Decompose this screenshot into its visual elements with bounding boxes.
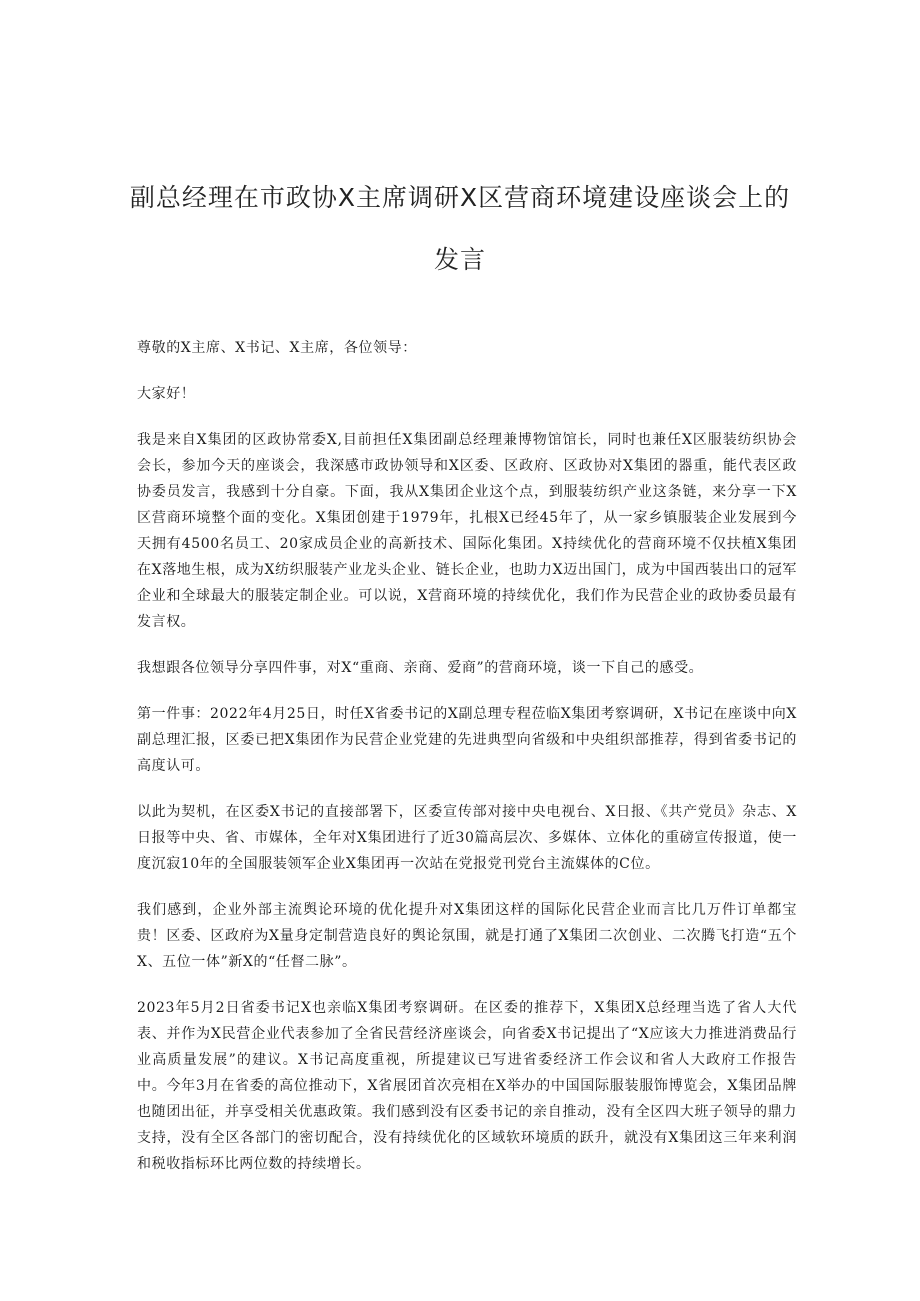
body-paragraph-second-visit: 2023年5月2日省委书记X也亲临X集团考察调研。在区委的推荐下，X集团X总经理当选了省人大代表、并作为X民营企业代表参加了全省民营经济座谈会，向省委X书记提出了“X应该大力推进消费品行业高质量发展”的建议。X书记高度重视，所提建议已写进省委经济工作会议和省人大政府工作报告中。今年3月在省委的高位推动下，X省展团首次亮相在X举办的中国国际服装服饰博览会，X集团品牌也随团出征，并享受相关优惠政策。我们感到没有区委书记的亲自推动，没有全区四大班子领导的鼎力支持，没有全区各部门的密切配合，没有持续优化的区域软环境质的跃升，就没有X集团这三年来利润和税收指标环比两位数的持续增长。 xyxy=(137,1000,797,1172)
document-title-line-2: 发言 xyxy=(433,245,486,274)
body-paragraph-media-coverage: 以此为契机，在区委X书记的直接部署下，区委宣传部对接中央电视台、X日报、《共产党员》杂志、X日报等中央、省、市媒体，全年对X集团进行了近30篇高层次、多媒体、立体化的重磅宣传报道，使一度沉寂10年的全国服装领军企业X集团再一次站在党报党刊党台主流媒体的C位。 xyxy=(137,804,797,872)
greeting: 大家好！ xyxy=(137,386,196,402)
salutation: 尊敬的X主席、X书记、X主席，各位领导： xyxy=(137,340,417,356)
body-paragraph-four-things: 我想跟各位领导分享四件事，对X“重商、亲商、爱商”的营商环境，谈一下自己的感受。 xyxy=(137,660,704,676)
body-paragraph-introduction: 我是来自X集团的区政协常委X,目前担任X集团副总经理兼博物馆馆长，同时也兼任X区服装纺织协会会长，参加今天的座谈会，我深感市政协领导和X区委、区政府、区政协对X集团的器重，能代表区政协委员发言，我感到十分自豪。下面，我从X集团企业这个点，到服装纺织产业这条链，来分享一下X区营商环境整个面的变化。X集团创建于1979年，扎根X已经45年了，从一家乡镇服装企业发展到今天拥有4500名员工、20家成员企业的高新技术、国际化集团。X持续优化的营商环境不仅扶植X集团在X落地生根，成为X纺织服装产业龙头企业、链长企业，也助力X迈出国门，成为中国西装出口的冠军企业和全球最大的服装定制企业。可以说，X营商环境的持续优化，我们作为民营企业的政协委员最有发言权。 xyxy=(137,432,797,630)
document-body xyxy=(137,335,797,1197)
document-title-line-1: 副总经理在市政协X主席调研X区营商环境建设座谈会上的 xyxy=(129,183,791,212)
body-paragraph-first-thing: 第一件事：2022年4月25日，时任X省委书记的X副总理专程莅临X集团考察调研，X书记在座谈中向X副总理汇报，区委已把X集团作为民营企业党建的先进典型向省级和中央组织部推荐，得到省委书记的高度认可。 xyxy=(137,706,797,774)
body-paragraph-public-opinion: 我们感到，企业外部主流舆论环境的优化提升对X集团这样的国际化民营企业而言比几万件订单都宝贵！区委、区政府为X量身定制营造良好的舆论氛围，就是打通了X集团二次创业、二次腾飞打造“五个X、五位一体”新X的“任督二脉”。 xyxy=(137,902,797,970)
